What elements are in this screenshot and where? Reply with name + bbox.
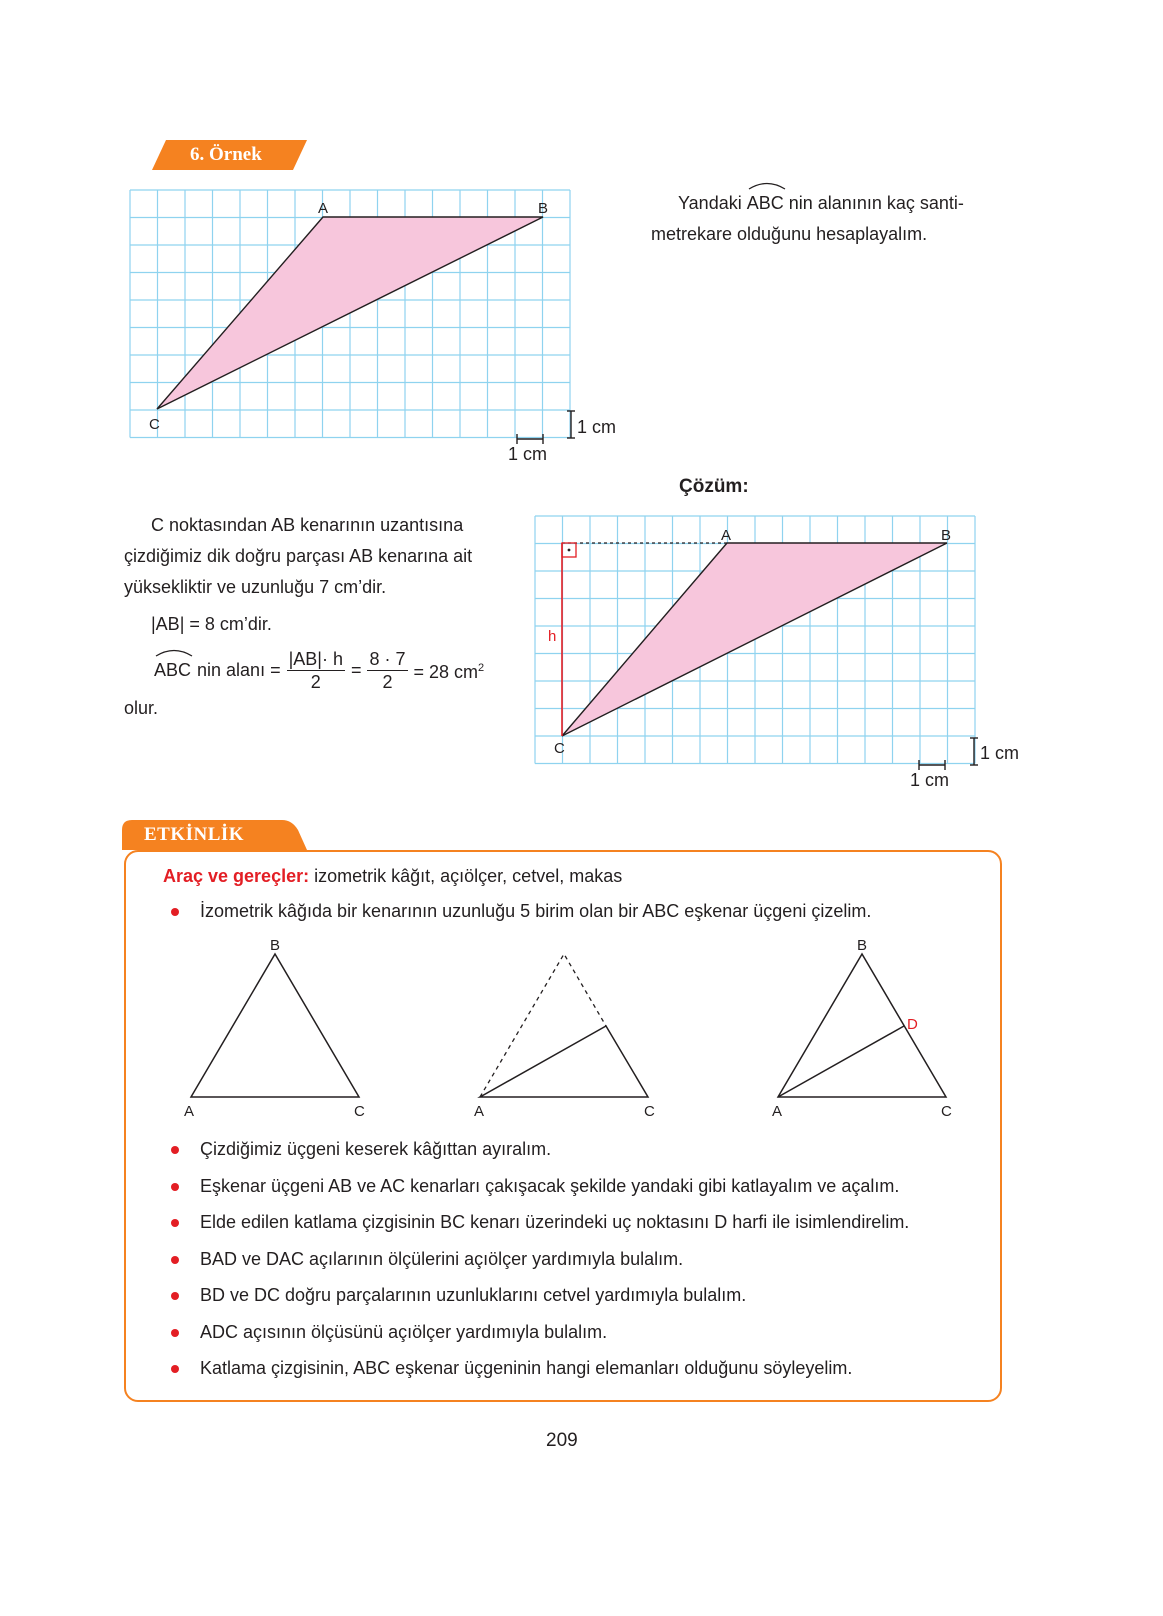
tri3-label-d: D (907, 1016, 918, 1033)
solution-label-b: B (941, 527, 952, 544)
triangle-2-folded (480, 1026, 648, 1097)
tri1-label-c: C (354, 1103, 365, 1120)
solution-unit-marker-horizontal (919, 760, 945, 770)
label-h: h (548, 628, 557, 645)
triangle-1 (191, 954, 359, 1097)
activity-step: Çizdiğimiz üçgeni keserek kâğıttan ayıralım. (200, 1139, 552, 1159)
tri3-label-c: C (941, 1103, 952, 1120)
bullet-icon (171, 1256, 179, 1264)
area-result: = 28 $cm^2$ (413, 662, 485, 682)
area-formula: ABC nin alanı = $\frac{|AB|\cdot h}{2}$ = $\frac{8 \cdot 7}{2}$ = 28 $cm^2$ (154, 649, 485, 692)
solution-heading: Çözüm: (679, 476, 749, 497)
activity-step: Katlama çizgisinin, ABC eşkenar üçgeninin hangi elemanları olduğunu söyleyelim. (200, 1358, 853, 1378)
bullet-icon (171, 1292, 179, 1300)
activity-step: Eşkenar üçgeni AB ve AC kenarları çakışacak şekilde yandaki gibi katlayalım ve açalım. (200, 1176, 900, 1196)
fold-line-ad (778, 1026, 904, 1097)
solution-unit-label-horizontal: 1 cm (910, 770, 950, 790)
unit-marker-horizontal (517, 434, 543, 444)
example-question: Yandaki ABC nin alanının kaç santi- metrekare olduğunu hesaplayalım. (678, 188, 1018, 250)
activity-step: Elde edilen katlama çizgisinin BC kenarı üzerindeki uç noktasını D harfi ile isimlendirelim. (200, 1212, 910, 1232)
tri1-label-b: B (270, 937, 281, 954)
solution-label-a: A (721, 527, 732, 544)
unit-label-vertical: 1 cm (577, 417, 617, 437)
solution-label-c: C (554, 740, 565, 757)
solution-text: C noktasından AB kenarının uzantısına çizdiğimiz dik doğru parçası AB kenarına ait yüksekliktir ve uzunluğu 7 cm’dir. |AB| = 8 cm’dir. ABC nin alanı = $\frac{|AB|\cdot h}{2}$ = $\frac{8 \cdot 7}{2}$ = 28 $cm^2$ olur. (124, 510, 524, 724)
solution-unit-label-vertical: 1 cm (980, 743, 1020, 763)
page-number: 209 (546, 1430, 578, 1451)
activity-tools: Araç ve gereçler: izometrik kâğıt, açıölçer, cetvel, makas (163, 866, 623, 886)
bullet-icon (171, 1146, 179, 1154)
activity-step: BAD ve DAC açılarının ölçülerini açıölçer yardımıyla bulalım. (200, 1249, 684, 1269)
tri1-label-a: A (184, 1103, 195, 1120)
bullet-icon (171, 1329, 179, 1337)
unit-label-horizontal: 1 cm (508, 444, 548, 464)
activity-tag (122, 818, 307, 852)
bullet-icon (171, 1183, 179, 1191)
tri2-label-a: A (474, 1103, 485, 1120)
tri2-label-c: C (644, 1103, 655, 1120)
tri3-label-b: B (857, 937, 868, 954)
label-c: C (149, 416, 160, 433)
abc-arc-symbol: ABC (747, 188, 784, 219)
unit-marker-vertical (567, 411, 575, 438)
activity-tag-label: ETKİNLİK (144, 824, 245, 845)
activity-triangles (170, 930, 970, 1125)
example-tag (152, 138, 307, 172)
triangle-3 (778, 954, 946, 1097)
activity-step: ADC açısının ölçüsünü açıölçer yardımıyla bulalım. (200, 1322, 608, 1342)
label-a: A (318, 200, 329, 217)
example-tag-label: 6. Örnek (190, 144, 262, 165)
bullet-icon (171, 1219, 179, 1227)
bullet-icon (171, 908, 179, 916)
fraction-2: $\frac{8 \cdot 7}{2}$ (369, 649, 406, 692)
ab-length: |AB| = 8 cm’dir. (151, 614, 272, 634)
solution-grid-figure (525, 507, 1035, 797)
example-grid-figure (120, 180, 640, 470)
solution-unit-marker-vertical (970, 738, 978, 765)
activity-step: BD ve DC doğru parçalarının uzunluklarını cetvel yardımıyla bulalım. (200, 1285, 747, 1305)
triangle-2-dashed-part (480, 954, 606, 1097)
fraction-1: $\frac{|AB|\cdot h}{2}$ (288, 649, 343, 692)
label-b: B (538, 200, 549, 217)
tri3-label-a: A (772, 1103, 783, 1120)
bullet-icon (171, 1365, 179, 1373)
activity-step-1: İzometrik kâğıda bir kenarının uzunluğu 5 birim olan bir ABC eşkenar üçgeni çizelim. (200, 901, 872, 921)
